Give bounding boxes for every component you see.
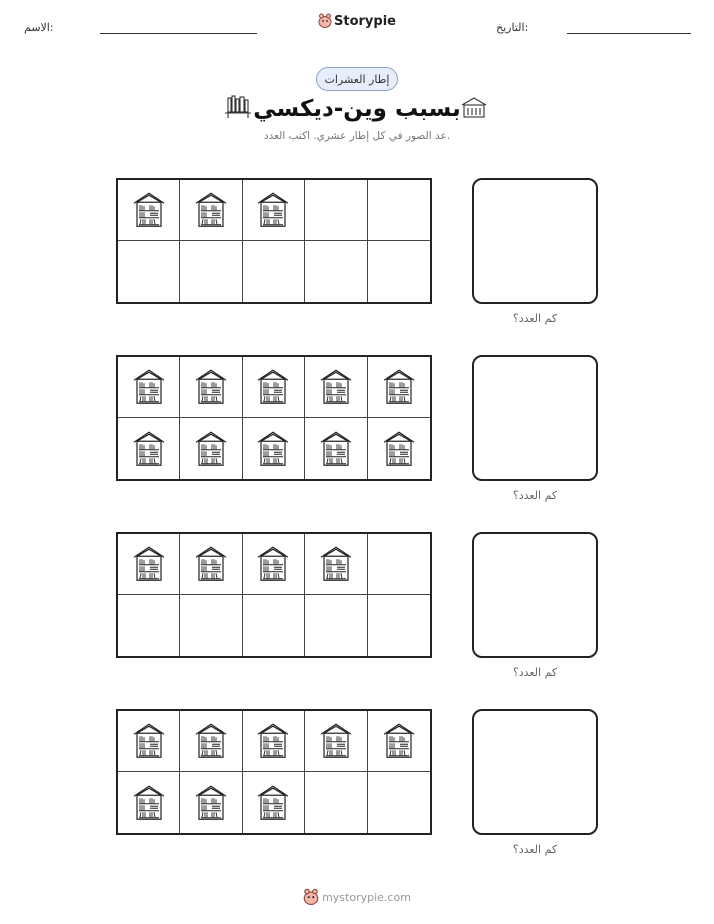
ten-frame-cell (118, 772, 180, 833)
ten-frame-cell (243, 357, 305, 418)
ten-frame-2 (116, 355, 432, 481)
ten-frame-cell (243, 180, 305, 241)
brand-name: Storypie (334, 14, 396, 29)
ten-frame-cell (243, 418, 305, 479)
answer-box-3[interactable] (472, 532, 598, 658)
ten-frame-cell (243, 772, 305, 833)
footer-url: mystorypie.com (322, 891, 411, 904)
ten-frame-cell (368, 180, 430, 241)
pie-mascot-icon (318, 12, 332, 28)
ten-frame-cell (180, 241, 242, 302)
ten-frame-cell (305, 711, 367, 772)
ten-frame-cell (305, 180, 367, 241)
name-line (100, 33, 257, 34)
ten-frame-cell (368, 595, 430, 656)
date-label: التاريخ: (496, 21, 529, 34)
question-label-3: كم العدد؟ (512, 666, 558, 679)
ten-frame-cell (243, 595, 305, 656)
date-line (567, 33, 691, 34)
ten-frame-cell (243, 534, 305, 595)
ten-frame-1 (116, 178, 432, 304)
ten-frame-cell (118, 241, 180, 302)
answer-box-2[interactable] (472, 355, 598, 481)
ten-frame-cell (305, 772, 367, 833)
ten-frame-cell (243, 711, 305, 772)
question-label-2: كم العدد؟ (512, 489, 558, 502)
ten-frame-cell (305, 241, 367, 302)
ten-frame-cell (368, 534, 430, 595)
ten-frame-cell (180, 772, 242, 833)
ten-frame-cell (118, 534, 180, 595)
brand-logo (0, 12, 714, 29)
answer-box-4[interactable] (472, 709, 598, 835)
page-title: بسبب وين-ديكسي (253, 96, 461, 122)
instructions: عد الصور في كل إطار عشري. اكتب العدد. (263, 130, 451, 142)
question-label-1: كم العدد؟ (512, 312, 558, 325)
ten-frame-cell (118, 180, 180, 241)
ten-frame-cell (180, 534, 242, 595)
footer (0, 887, 714, 908)
ten-frame-cell (368, 418, 430, 479)
ten-frame-cell (368, 711, 430, 772)
ten-frame-cell (180, 357, 242, 418)
ten-frame-cell (118, 595, 180, 656)
pie-mascot-icon (303, 887, 319, 908)
worksheet-type-badge: إطار العشرات (316, 67, 398, 91)
ten-frame-cell (180, 180, 242, 241)
ten-frame-4 (116, 709, 432, 835)
ten-frame-cell (305, 595, 367, 656)
ten-frame-cell (368, 357, 430, 418)
ten-frame-cell (118, 711, 180, 772)
ten-frame-cell (243, 241, 305, 302)
ten-frame-cell (180, 418, 242, 479)
ten-frame-cell (368, 241, 430, 302)
ten-frame-cell (305, 357, 367, 418)
ten-frame-cell (180, 711, 242, 772)
answer-box-1[interactable] (472, 178, 598, 304)
ten-frame-cell (118, 418, 180, 479)
library-building-icon (460, 96, 488, 122)
ten-frame-cell (368, 772, 430, 833)
ten-frame-3 (116, 532, 432, 658)
question-label-4: كم العدد؟ (512, 843, 558, 856)
name-label: الاسم: (24, 21, 54, 34)
ten-frame-cell (305, 418, 367, 479)
ten-frame-cell (180, 595, 242, 656)
ten-frame-cell (305, 534, 367, 595)
ten-frame-cell (118, 357, 180, 418)
